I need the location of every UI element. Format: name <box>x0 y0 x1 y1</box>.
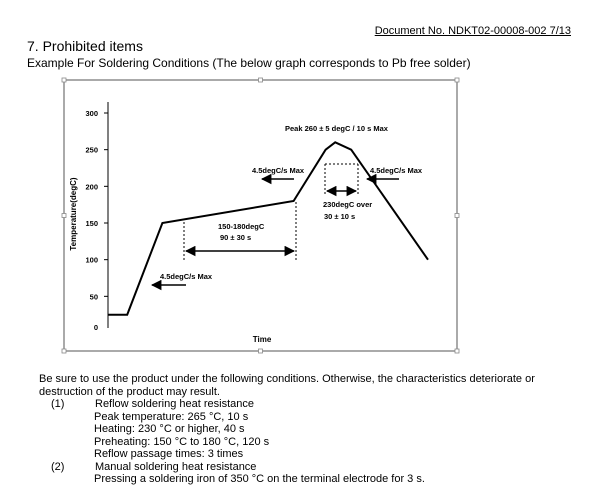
ramp-up-label-mid: 4.5degC/s Max <box>252 166 305 175</box>
y-tick-label: 0 <box>93 323 98 332</box>
condition-item-number: (1) <box>51 398 65 410</box>
document-number: Document No. NDKT02-00008-002 7/13 <box>374 25 571 37</box>
ramp-up-label-left: 4.5degC/s Max <box>160 272 213 281</box>
y-tick-label: 250 <box>85 145 98 155</box>
section-title: 7. Prohibited items <box>27 38 143 54</box>
section-subtitle: Example For Soldering Conditions (The below graph corresponds to Pb free solder) <box>27 56 471 70</box>
conditions-intro: Be sure to use the product under the following conditions. Otherwise, the characteristics deteriorate or destruction of the product may result. <box>39 373 535 398</box>
y-axis-ticks <box>85 109 108 332</box>
y-tick-label: 200 <box>85 182 98 192</box>
y-axis-label: Temperature(degC) <box>69 177 78 251</box>
y-tick-label: 100 <box>85 255 98 265</box>
condition-detail: Pressing a soldering iron of 350 °C on the terminal electrode for 3 s. <box>94 473 425 485</box>
condition-item <box>39 461 579 474</box>
conditions-list <box>39 398 579 486</box>
x-axis-label: Time <box>252 335 272 344</box>
ramp-down-label: 4.5degC/s Max <box>370 166 423 175</box>
condition-detail: Heating: 230 °C or higher, 40 s <box>94 423 245 435</box>
condition-item-number: (2) <box>51 460 65 473</box>
y-tick-label: 150 <box>85 219 98 228</box>
preheat-range-label: 150-180degC <box>218 222 265 231</box>
condition-item-title: Manual soldering heat resistance <box>95 460 257 473</box>
peak-annotation: Peak 260 ± 5 degC / 10 s Max <box>285 124 388 133</box>
condition-detail: Preheating: 150 °C to 180 °C, 120 s <box>94 435 270 448</box>
condition-item-title: Reflow soldering heat resistance <box>95 398 254 410</box>
annotation-arrows <box>152 179 399 285</box>
y-tick-label: 300 <box>85 109 98 118</box>
conditions-text <box>39 373 579 486</box>
condition-item <box>39 398 579 411</box>
preheat-time-label: 90 ± 30 s <box>220 233 252 242</box>
frame-handles <box>62 78 459 353</box>
y-tick-label: 50 <box>89 292 98 302</box>
condition-detail: Peak temperature: 265 °C, 10 s <box>94 410 249 423</box>
heating-label-line1: 230degC over <box>323 200 373 209</box>
heating-label-line2: 30 ± 10 s <box>324 212 356 221</box>
condition-detail: Reflow passage times: 3 times <box>94 448 244 460</box>
